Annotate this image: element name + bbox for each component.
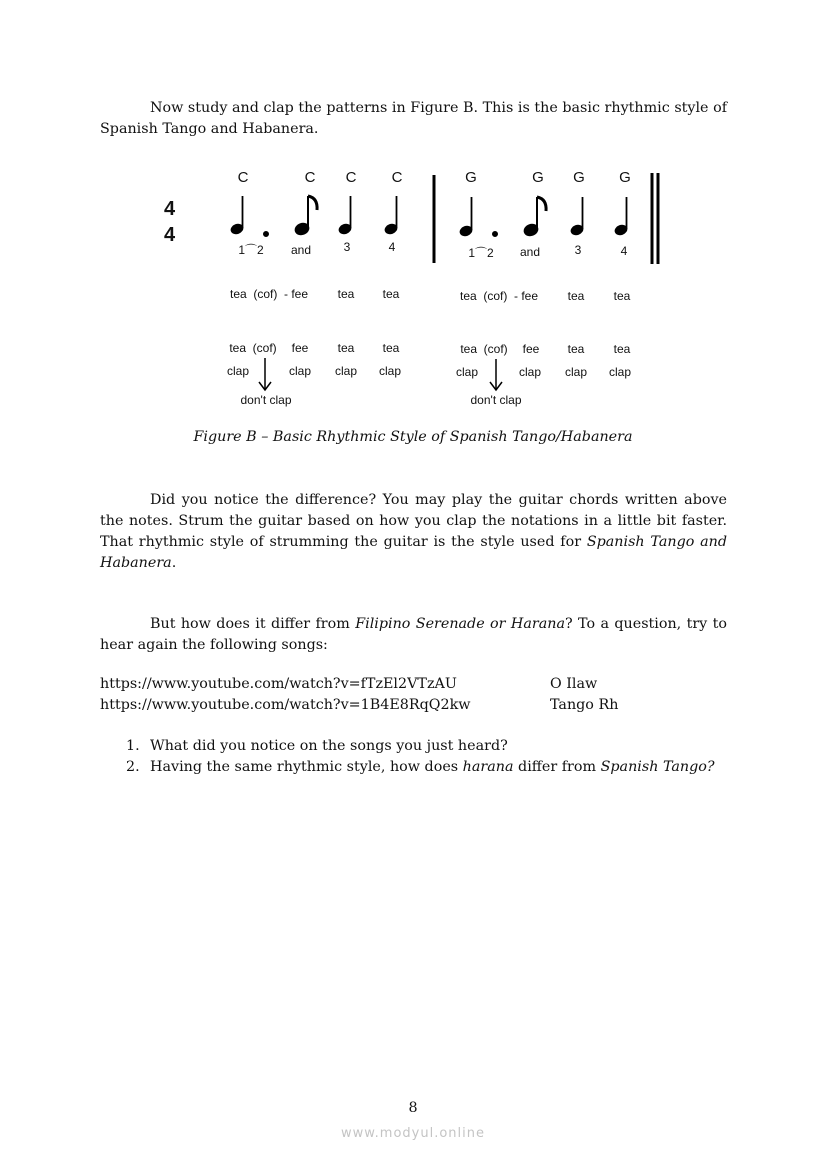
figure-caption: Figure B – Basic Rhythmic Style of Spanish Tango/Habanera: [193, 429, 633, 445]
quarter-note: [384, 196, 398, 235]
song-link[interactable]: https://www.youtube.com/watch?v=1B4E8RqQ2kw: [100, 697, 471, 713]
paragraph-text: But how does it differ from: [150, 616, 356, 632]
count: 3: [343, 240, 351, 254]
syllable: tea: [382, 341, 400, 355]
syllable: tea: [567, 342, 585, 356]
chord: C: [391, 169, 403, 186]
quarter-note: [338, 196, 352, 235]
emphasis: Spanish Tango?: [600, 759, 715, 775]
paragraph-text: ? To a question, try to hear again the following songs:: [100, 616, 728, 653]
question-number: 2.: [126, 759, 140, 775]
syllable: fee: [291, 341, 309, 355]
syllable: tea: [382, 287, 400, 301]
question-text: [150, 759, 715, 775]
dotted-quarter-note: [230, 196, 269, 237]
syllable: tea (cof) - fee: [229, 287, 309, 301]
clap-label: clap: [334, 364, 358, 378]
dont-clap-label: don't clap: [240, 393, 292, 407]
dont-clap-label: don't clap: [470, 393, 522, 407]
syllable: tea: [567, 289, 585, 303]
paragraph-harana: [100, 614, 727, 656]
chord: C: [345, 169, 357, 186]
syllable: fee: [522, 342, 540, 356]
clap-label: clap: [288, 364, 312, 378]
syllable: tea (cof): [229, 341, 277, 355]
syllable: tea: [337, 287, 355, 301]
clap-label: clap: [564, 365, 588, 379]
eighth-note: [294, 196, 318, 237]
count: 4: [620, 244, 628, 258]
clap-label: clap: [378, 364, 402, 378]
intro-paragraph: Now study and clap the patterns in Figure B. This is the basic rhythmic style of Spanish Tango and Habanera.: [100, 100, 727, 137]
music-notation: [0, 0, 826, 420]
down-arrow-icon: [490, 359, 502, 390]
emphasis: Spanish Tango and Habanera: [100, 534, 728, 571]
paragraph-text: Did you notice the difference? You may play the guitar chords written above the notes. Strum the guitar based on how you clap the notations in a little bit faster. That rhythmic style of strumming the guitar is the style used for: [100, 492, 727, 550]
quarter-note: [614, 197, 628, 236]
syllable: tea: [337, 341, 355, 355]
down-arrow-icon: [259, 358, 271, 390]
dotted-quarter-note: [459, 197, 498, 237]
chord: G: [465, 169, 477, 186]
time-signature-bottom: 4: [164, 224, 176, 246]
question-text: What did you notice on the songs you just heard?: [150, 738, 508, 754]
count: and: [290, 243, 312, 257]
emphasis: harana: [462, 759, 514, 775]
syllable: tea: [613, 342, 631, 356]
count: 1⌒2: [468, 246, 494, 260]
eighth-note: [523, 197, 547, 238]
count: 4: [388, 240, 396, 254]
song-link[interactable]: https://www.youtube.com/watch?v=fTzEl2VTzAU: [100, 676, 457, 692]
chord: G: [619, 169, 631, 186]
paragraph-difference: [100, 490, 727, 574]
count: and: [519, 245, 541, 259]
clap-label: clap: [518, 365, 542, 379]
question-part: Having the same rhythmic style, how does: [150, 759, 463, 775]
clap-label: clap: [455, 365, 479, 379]
count: 3: [574, 243, 582, 257]
chord: G: [573, 169, 585, 186]
watermark: www.modyul.online: [340, 1126, 486, 1141]
chord: C: [304, 169, 316, 186]
syllable: tea (cof) - fee: [459, 289, 539, 303]
question-part: differ from: [513, 759, 601, 775]
count: 1⌒2: [238, 243, 264, 257]
paragraph-text: .: [171, 555, 177, 571]
song-title: Tango Rh: [550, 697, 619, 713]
chord: G: [532, 169, 544, 186]
quarter-note: [570, 197, 584, 236]
chord: C: [237, 169, 249, 186]
question-number: 1.: [126, 738, 140, 754]
page-number: 8: [408, 1100, 418, 1116]
song-title: O Ilaw: [550, 676, 598, 692]
clap-label: clap: [608, 365, 632, 379]
double-bar-line: [652, 173, 658, 264]
syllable: tea: [613, 289, 631, 303]
emphasis: Filipino Serenade or Harana: [355, 616, 565, 632]
syllable: tea (cof): [460, 342, 508, 356]
time-signature-top: 4: [164, 198, 176, 220]
clap-label: clap: [226, 364, 250, 378]
